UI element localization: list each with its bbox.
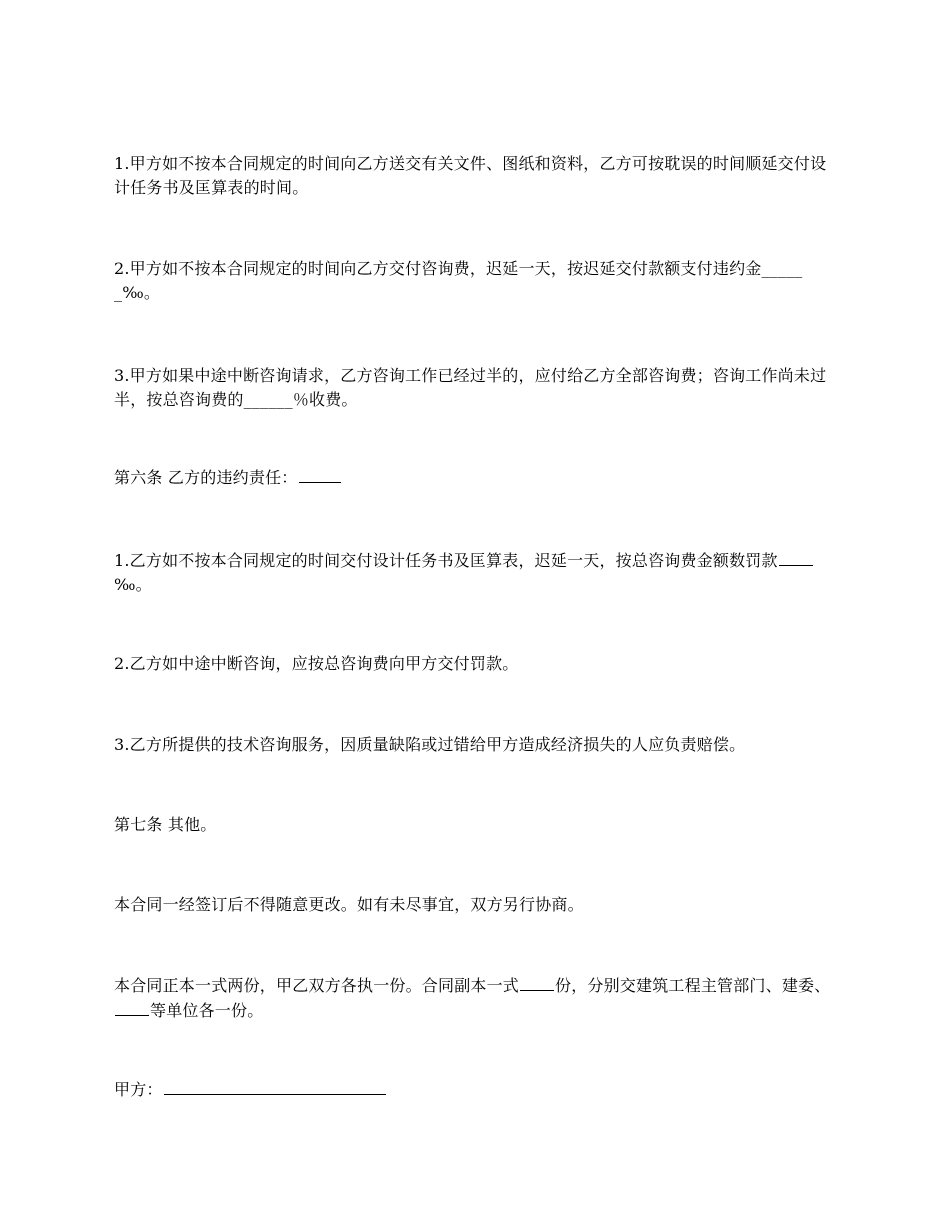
paragraph-text: 2.甲方如不按本合同规定的时间向乙方交付咨询费，迟延一天，按迟延交付款额支付违约金 [114, 259, 762, 278]
paragraph-text: 3.甲方如果中途中断咨询请求，乙方咨询工作已经过半的，应付给乙方全部咨询费；咨询工作尚未过半，按总咨询费的 [114, 366, 827, 409]
paragraph-text: 本合同一经签订后不得随意更改。如有未尽事宜，双方另行协商。 [114, 895, 584, 914]
blank-text: ______ [114, 259, 803, 302]
signature-line-party-a [114, 1077, 840, 1102]
paragraph-text-end: ‰。 [122, 283, 161, 302]
paragraph-text-end: ‰。 [114, 575, 152, 594]
fill-in-blank [779, 548, 813, 566]
paragraph-text: 3.乙方所提供的技术咨询服务，因质量缺陷或过错给甲方造成经济损失的人应负责赔偿。 [114, 735, 746, 754]
paragraph-text-end: 等单位各一份。 [150, 1001, 264, 1020]
heading-text: 第六条 乙方的违约责任： [114, 468, 298, 487]
clause-paragraph-party-b-late-penalty [114, 548, 840, 597]
signature-label: 甲方： [114, 1080, 163, 1099]
paragraph-text-middle: 份，分别交建筑工程主管部门、建委、 [555, 976, 831, 995]
article-six-heading [114, 465, 840, 490]
clause-paragraph-party-a-documents [114, 152, 840, 200]
fill-in-blank [115, 998, 149, 1016]
blank-text: ______ [243, 390, 293, 409]
paragraph-text: 本合同正本一式两份，甲乙双方各执一份。合同副本一式 [114, 976, 520, 995]
clause-paragraph-party-b-interruption [114, 652, 840, 676]
clause-paragraph-copies [114, 973, 840, 1023]
article-seven-heading [114, 813, 840, 837]
paragraph-text: 2.乙方如中途中断咨询，应按总咨询费向甲方交付罚款。 [114, 654, 519, 673]
clause-paragraph-party-a-late-fee [114, 257, 840, 305]
clause-paragraph-party-b-compensation [114, 733, 840, 757]
paragraph-text-end: ％收费。 [292, 390, 358, 409]
heading-text: 第七条 其他。 [114, 815, 217, 834]
clause-paragraph-party-a-interruption [114, 364, 840, 412]
fill-in-blank [520, 973, 554, 991]
clause-paragraph-amendments [114, 893, 840, 917]
fill-in-blank [299, 465, 341, 483]
signature-blank [164, 1077, 386, 1095]
paragraph-text: 1.甲方如不按本合同规定的时间向乙方送交有关文件、图纸和资料，乙方可按耽误的时间顺延交付设计任务书及匡算表的时间。 [114, 154, 827, 197]
paragraph-text: 1.乙方如不按本合同规定的时间交付设计任务书及匡算表，迟延一天，按总咨询费金额数罚款 [114, 551, 778, 570]
